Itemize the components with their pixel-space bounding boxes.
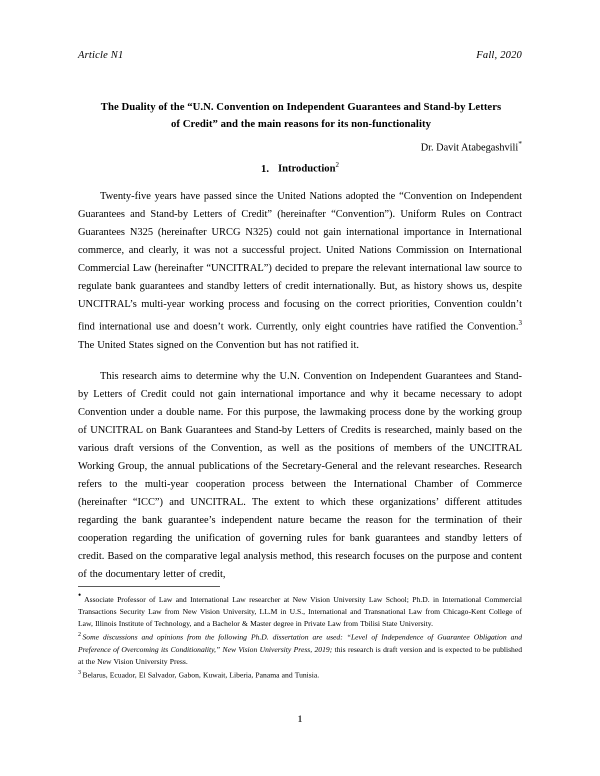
body-text xyxy=(78,188,522,597)
footnote-2-italic-text: Some discussions and opinions from the following Ph.D. dissertation are used: “Level of Independence of Guarantee Obligation and Preference of Overcoming its Conditionality,” New Vision University Press, 2019; xyxy=(78,632,522,654)
footnote-list xyxy=(78,590,523,682)
footnote-2 xyxy=(78,630,522,667)
paragraph-1-footnote-marker: 3 xyxy=(518,319,522,328)
footnote-marker-2: 2 xyxy=(78,632,81,639)
footnote-2-text: this research is draft version and is expected to be published at the New Vision University Press. xyxy=(78,644,523,666)
running-head-right: Fall, 2020 xyxy=(476,50,522,61)
footnote-separator-rule xyxy=(78,586,220,587)
footnote-author-text: Associate Professor of Law and International Law researcher at New Vision University Law School; Ph.D. in International Commercial Transactions Security Law from New Vision University, LL.M in U.S., International and Transnational Law from Chicago-Kent College of Law, Illinois Institute of Technology, and a Bachelor & Master degree in Private Law from Tbilisi State University. xyxy=(78,595,522,628)
title-line-2: of Credit” and the main reasons for its non-functionality xyxy=(171,118,431,130)
section-number: 1. xyxy=(261,163,269,175)
footnote-3 xyxy=(78,668,522,681)
page-title xyxy=(86,99,516,133)
section-label: Introduction xyxy=(277,163,336,175)
footnote-author xyxy=(78,590,522,630)
footnote-marker-star: • xyxy=(78,590,82,601)
running-head xyxy=(78,50,522,61)
footnote-3-text: Belarus, Ecuador, El Salvador, Gabon, Kuwait, Liberia, Panama and Tunisia. xyxy=(82,670,320,680)
title-line-1: The Duality of the “U.N. Convention on Independent Guarantees and Stand-by Letters xyxy=(100,101,502,113)
author-name: Dr. Davit Atabegashvili xyxy=(420,142,519,154)
page-number: 1 xyxy=(297,715,303,725)
author-footnote-marker: * xyxy=(518,139,522,148)
section-heading-introduction xyxy=(78,161,522,175)
body-paragraph-1 xyxy=(78,188,522,355)
paragraph-1-text-b: The United States signed on the Convention but has not ratified it. xyxy=(78,339,359,351)
running-head-left: Article N1 xyxy=(78,50,124,61)
section-footnote-marker: 2 xyxy=(335,161,339,169)
author-byline xyxy=(78,139,522,153)
body-paragraph-2: This research aims to determine why the U.N. Convention on Independent Guarantees and Stand-by Letters of Credit could not gain international importance and why it became necessary to adopt Convention under a double name. For this purpose, the lawmaking process done by the working group of UNCITRAL on Bank Guarantees and Stand-by Letters of Credits is researched, mainly based on the various draft versions of the Convention, as well as the positions of members of the UNCITRAL Working Group, the annual publications of the Secretary-General and the relevant researches. Research refers to the multi-year cooperation process between the International Chamber of Commerce (hereinafter “ICC”) and UNCITRAL. The extent to which these organizations’ different attitudes regarding the bank guarantee’s independent nature became the reason for the termination of their cooperation regarding the unification of governing rules for bank guarantees and standby letters of credit. Based on the comparative legal analysis method, this research focuses on the purpose and content of the documentary letter of credit, xyxy=(78,370,522,581)
footnote-marker-3: 3 xyxy=(78,669,81,676)
paragraph-1-text-a: Twenty-five years have passed since the United Nations adopted the “Convention on Independent Guarantees and Stand-by Letters of Credit” (hereinafter “Convention”). Uniform Rules on Contract Guarantees N325 (hereinafter URCG N325) could not gain international importance in International commerce, and clearly, it was not a successful project. United Nations Commission on International Commercial Law (hereinafter “UNCITRAL”) decided to prepare the relevant international law source to regulate bank guarantees and standby letters of credit internationally. But, as history shows us, despite UNCITRAL’s multi-year working process and focusing on the correct priorities, Convention couldn’t find international use and doesn’t work. Currently, only eight countries have ratified the Convention. xyxy=(78,191,522,333)
